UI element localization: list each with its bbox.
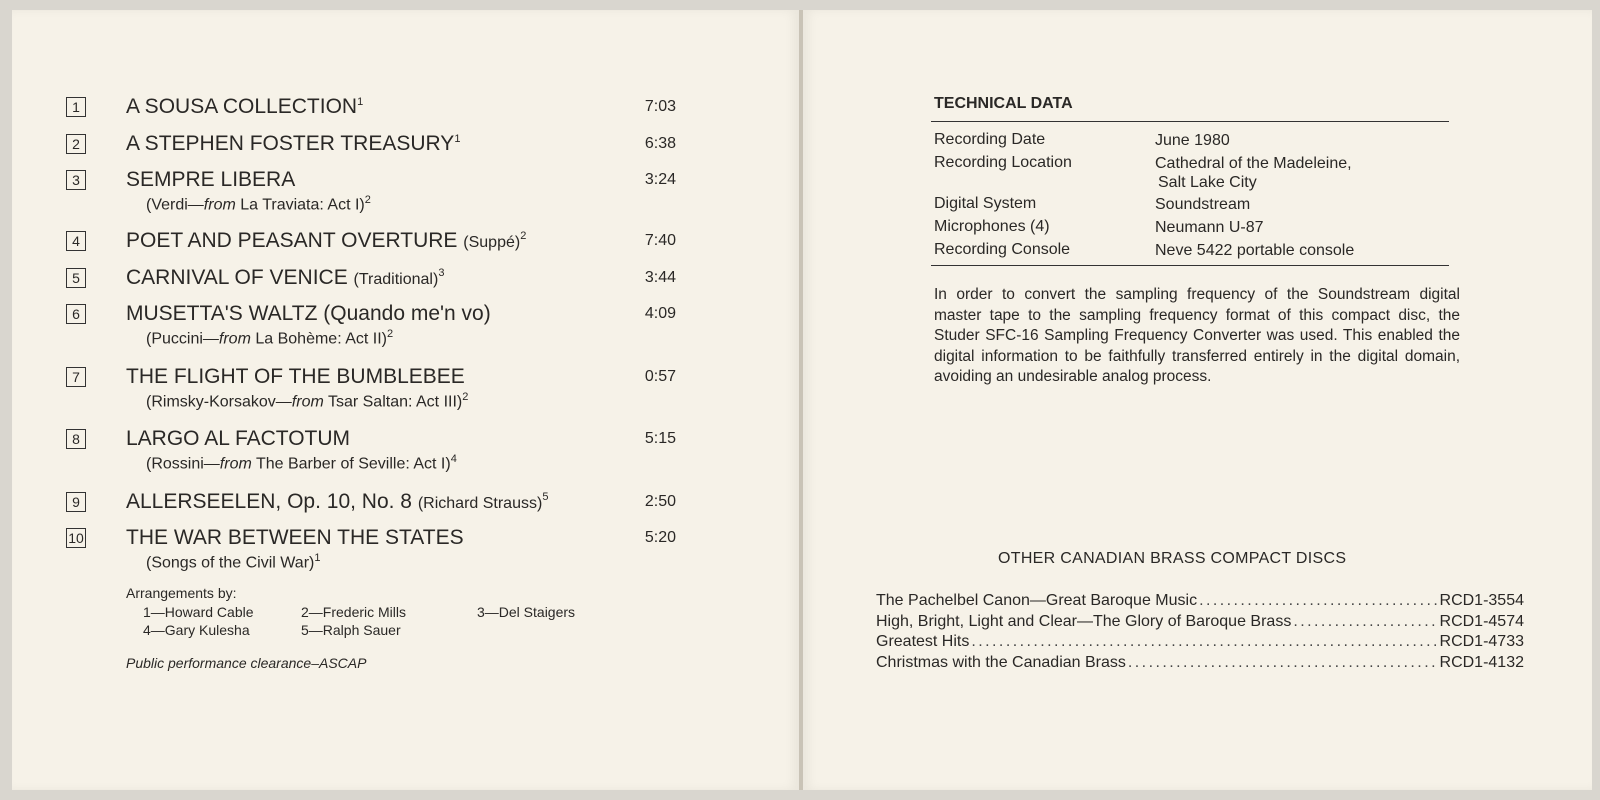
track-number-box: 9 bbox=[66, 492, 86, 512]
tech-value: June 1980 bbox=[1155, 132, 1230, 149]
tech-label: Recording Location bbox=[934, 154, 1072, 171]
disc-title: High, Bright, Light and Clear—The Glory of Baroque Brass bbox=[876, 613, 1292, 630]
leader-dots bbox=[1128, 654, 1438, 672]
track-duration: 6:38 bbox=[644, 135, 676, 152]
tech-value: Neumann U-87 bbox=[1155, 219, 1264, 236]
divider bbox=[931, 265, 1449, 266]
tech-label: Recording Console bbox=[934, 241, 1071, 258]
tech-label: Recording Date bbox=[934, 131, 1046, 148]
track-duration: 4:09 bbox=[644, 305, 676, 322]
tech-value: Cathedral of the Madeleine, Salt Lake City bbox=[1155, 155, 1352, 191]
technical-data-heading: TECHNICAL DATA bbox=[934, 95, 1073, 112]
track-number-box: 5 bbox=[66, 268, 86, 288]
track-number-box: 7 bbox=[66, 367, 86, 387]
disc-title: Christmas with the Canadian Brass bbox=[876, 654, 1126, 671]
track-title: CARNIVAL OF VENICE (Traditional)$^3$ bbox=[126, 266, 445, 289]
disc-title: The Pachelbel Canon—Great Baroque Music bbox=[876, 592, 1198, 609]
arranger-credit: 4—Gary Kulesha bbox=[143, 622, 250, 638]
tech-label: Digital System bbox=[934, 195, 1037, 212]
leader-dots bbox=[1199, 592, 1437, 610]
disc-title: Greatest Hits bbox=[876, 633, 970, 650]
arranger-credit: 2—Frederic Mills bbox=[301, 604, 407, 620]
track-subtitle: (Puccini—from La Bohème: Act II)$^2$ bbox=[146, 328, 394, 348]
catalog-number: RCD1-3554 bbox=[1439, 592, 1524, 609]
tech-value: Neve 5422 portable console bbox=[1155, 242, 1355, 259]
arranger-credit: 3—Del Staigers bbox=[477, 604, 576, 620]
track-number-box: 4 bbox=[66, 231, 86, 251]
arranger-credit: 5—Ralph Sauer bbox=[301, 622, 401, 638]
tech-value: Soundstream bbox=[1155, 196, 1251, 213]
disc-list-item bbox=[876, 654, 1524, 672]
track-number-box: 1 bbox=[66, 97, 86, 117]
track-duration: 5:15 bbox=[644, 430, 676, 447]
disc-list-item bbox=[876, 592, 1524, 610]
track-subtitle: (Verdi—from La Traviata: Act I)$^2$ bbox=[146, 194, 371, 214]
track-title: ALLERSEELEN, Op. 10, No. 8 (Richard Strauss)$^5$ bbox=[126, 490, 549, 513]
track-title: LARGO AL FACTOTUM bbox=[126, 427, 351, 450]
disc-list-item bbox=[876, 613, 1524, 631]
arrangements-heading: Arrangements by: bbox=[126, 585, 237, 601]
track-number-box: 8 bbox=[66, 429, 86, 449]
track-title: THE FLIGHT OF THE BUMBLEBEE bbox=[126, 365, 465, 388]
catalog-number: RCD1-4132 bbox=[1439, 654, 1524, 671]
track-subtitle: (Songs of the Civil War)$^1$ bbox=[146, 552, 321, 572]
disc-list-item bbox=[876, 633, 1524, 651]
track-subtitle: (Rossini—from The Barber of Seville: Act I)$^4$ bbox=[146, 453, 457, 473]
catalog-number: RCD1-4733 bbox=[1439, 633, 1524, 650]
track-title: POET AND PEASANT OVERTURE (Suppé)$^2$ bbox=[126, 229, 527, 252]
track-duration: 5:20 bbox=[644, 529, 676, 546]
arranger-credit: 1—Howard Cable bbox=[143, 604, 254, 620]
tech-label: Microphones (4) bbox=[934, 218, 1050, 235]
track-number-box: 3 bbox=[66, 170, 86, 190]
catalog-number: RCD1-4574 bbox=[1439, 613, 1524, 630]
technical-paragraph: In order to convert the sampling frequency of the Soundstream digital master tape to the sampling frequency format of this compact disc, the Studer SFC-16 Sampling Frequency Converter was used. This enabled the digital information to be faithfully transferred entirely in the digital domain, avoiding an undesirable analog process. bbox=[934, 286, 1460, 385]
track-number-box: 6 bbox=[66, 304, 86, 324]
divider bbox=[931, 121, 1449, 122]
track-title: MUSETTA'S WALTZ (Quando me'n vo) bbox=[126, 302, 491, 325]
track-subtitle: (Rimsky-Korsakov—from Tsar Saltan: Act III)$^2$ bbox=[146, 391, 469, 411]
other-discs-heading: OTHER CANADIAN BRASS COMPACT DISCS bbox=[998, 550, 1347, 567]
performance-clearance: Public performance clearance–ASCAP bbox=[126, 655, 367, 671]
leader-dots bbox=[971, 633, 1437, 651]
track-duration: 3:44 bbox=[644, 269, 676, 286]
right-page bbox=[803, 10, 1592, 790]
track-duration: 0:57 bbox=[644, 368, 676, 385]
track-duration: 3:24 bbox=[644, 171, 676, 188]
leader-dots bbox=[1293, 613, 1437, 631]
track-title: A STEPHEN FOSTER TREASURY$^1$ bbox=[126, 132, 461, 155]
track-duration: 2:50 bbox=[644, 493, 676, 510]
track-duration: 7:03 bbox=[644, 98, 676, 115]
track-title: SEMPRE LIBERA bbox=[126, 168, 296, 191]
track-title: THE WAR BETWEEN THE STATES bbox=[126, 526, 464, 549]
track-duration: 7:40 bbox=[644, 232, 676, 249]
track-number-box: 2 bbox=[66, 134, 86, 154]
track-number-box: 10 bbox=[66, 528, 86, 548]
track-title: A SOUSA COLLECTION$^1$ bbox=[126, 95, 364, 118]
